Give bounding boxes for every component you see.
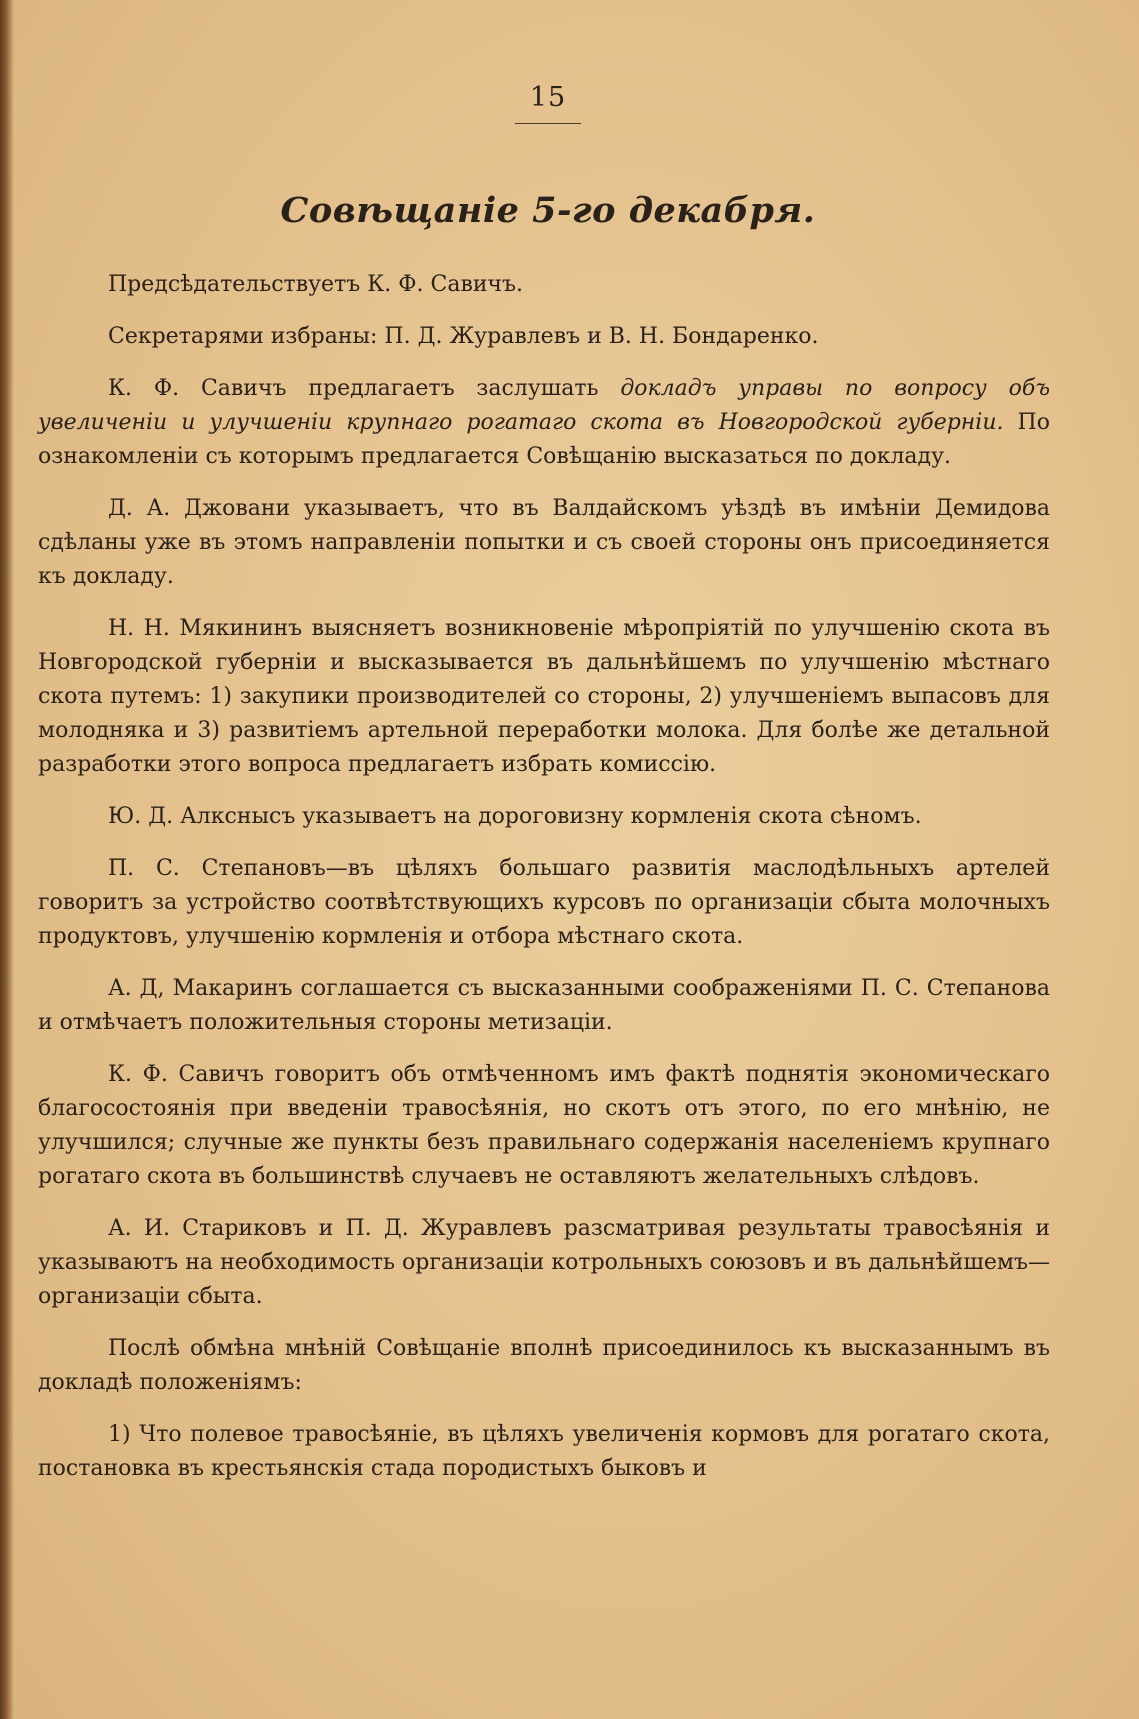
paragraph-savich: К. Ф. Савичъ говоритъ объ отмѣченномъ имъ фактѣ поднятія экономическаго благосостоянія при введеніи травосѣянія, но скотъ отъ этого, по его мнѣнію, не улучшился; случные же пункты безъ правильнаго содержанія населеніемъ крупнаго рогатаго скота въ большинствѣ случаевъ не оставляютъ желательныхъ слѣдовъ. [38, 1062, 1050, 1189]
paragraph-resolution: Послѣ обмѣна мнѣній Совѣщаніе вполнѣ присоединилось къ высказаннымъ въ докладѣ положеніямъ: [38, 1336, 1050, 1395]
book-spine-shadow [0, 0, 14, 1719]
paragraph-secretaries: Секретарями избраны: П. Д. Журавлевъ и В. Н. Бондаренко. [108, 324, 819, 349]
paragraph-chair: Предсѣдательствуетъ К. Ф. Савичъ. [108, 272, 524, 297]
paragraph-alksnys: Ю. Д. Алксныcъ указываетъ на дороговизну кормленія скота сѣномъ. [108, 804, 922, 829]
paragraph-dzhovani: Д. А. Джовани указываетъ, что въ Валдайскомъ уѣздѣ въ имѣніи Демидова сдѣланы уже въ этомъ направленіи попытки и съ своей стороны онъ присоединяется къ докладу. [38, 496, 1050, 589]
paragraph-starikov: А. И. Стариковъ и П. Д. Журавлевъ разсматривая результаты травосѣянія и указываютъ на необходимость организаціи котрольныхъ союзовъ и въ дальнѣйшемъ—организаціи сбыта. [38, 1216, 1050, 1309]
paragraph-point-1: 1) Что полевое травосѣяніе, въ цѣляхъ увеличенія кормовъ для рогатаго скота, постановка въ крестьянскія стада породистыхъ быковъ и [38, 1422, 1050, 1481]
paragraph-stepanov: П. С. Степановъ—въ цѣляхъ большаго развитія маслодѣльныхъ артелей говоритъ за устройство соотвѣтствующихъ курсовъ по организаціи сбыта молочныхъ продуктовъ, улучшенію кормленія и отбора мѣстнаго скота. [38, 856, 1050, 949]
paragraph-report-tail: По ознакомленіи съ которымъ предлагается Совѣщанію высказаться по докладу. [38, 410, 1050, 469]
page-number: 15 [529, 82, 567, 113]
page-number-underline [515, 123, 581, 124]
paragraph-report-proposal [38, 372, 1050, 474]
meeting-heading: Совѣщаніе 5-го декабря. [280, 190, 816, 231]
document-body [38, 268, 1050, 1504]
paragraph-report-lead: К. Ф. Савичъ предлагаетъ заслушать [108, 376, 621, 401]
paragraph-myakinin: Н. Н. Мякининъ выясняетъ возникновеніе мѣропріятій по улучшенію скота въ Новгородской губерніи и высказывается въ дальнѣйшемъ по улучшенію мѣстнаго скота путемъ: 1) закупики производителей со стороны, 2) улучшеніемъ выпасовъ для молодняка и 3) развитіемъ артельной переработки молока. Для болѣе же детальной разработки этого вопроса предлагаетъ избрать комиссію. [38, 616, 1050, 777]
paragraph-makarin: А. Д, Макаринъ соглашается съ высказанными соображеніями П. С. Степанова и отмѣчаетъ положительныя стороны метизаціи. [38, 976, 1050, 1035]
report-title-italic: докладъ управы по вопросу объ увеличеніи и улучшеніи крупнаго рогатаго скота въ Новгородской губерніи. [38, 376, 1051, 435]
